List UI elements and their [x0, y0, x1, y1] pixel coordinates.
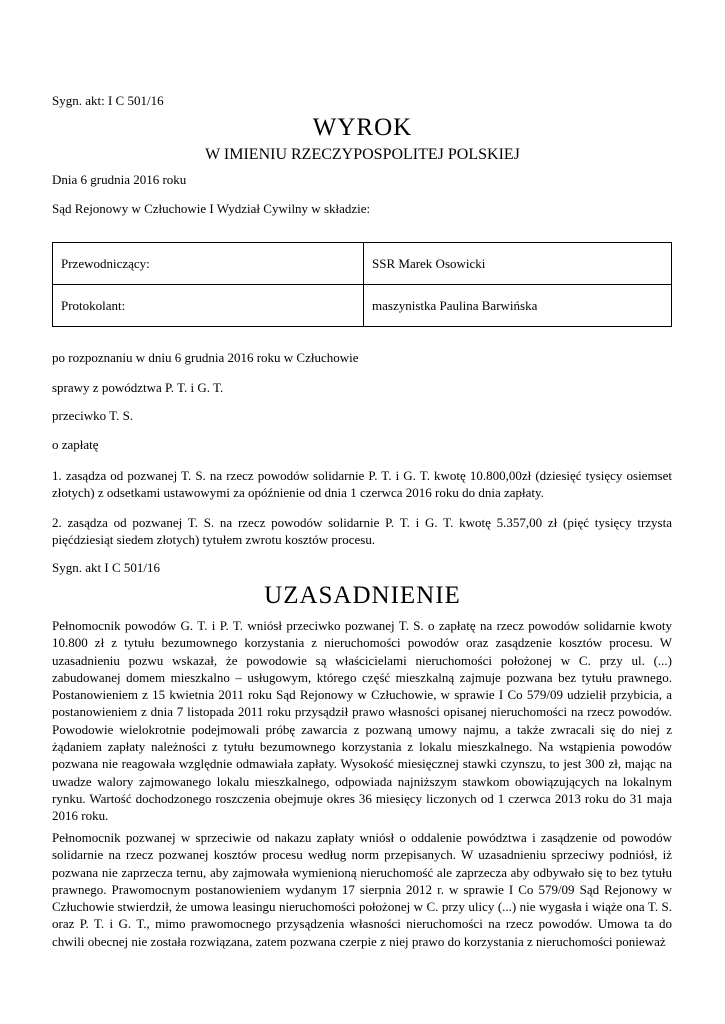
- composition-role: Przewodniczący:: [53, 243, 364, 285]
- composition-person: SSR Marek Osowicki: [364, 243, 672, 285]
- justification-title: UZASADNIENIE: [264, 582, 461, 609]
- court-composition-intro: Sąd Rejonowy w Człuchowie I Wydział Cywilny w składzie:: [52, 201, 371, 216]
- justification-paragraph-2: Pełnomocnik pozwanej w sprzeciwie od nakazu zapłaty wniósł o oddalenie powództwa i zasądzenie od powodów solidarnie na rzecz pozwanej kosztów procesu według norm przepisanych. W uzasadnieniu sprzeciwy podniósł, iż pozwana nie zaprzecza ternu, aby zajmowała wymienioną nieruchomość ale zaprzecza aby odbywało się to bez tytułu prawnego. Prawomocnym postanowieniem wydanym 17 sierpnia 2012 r. w sprawie I Co 579/09 Sąd Rejonowy w Człuchowie stwierdził, że umowa leasingu nieruchomości położonej w C. przy ulicy (...) nie wygasła i wiąże ona T. S. oraz P. T. i G. T., mimo prawomocnego przysądzenia własności nieruchomości na rzecz powodów. Umowa ta do chwili obecnej nie została rozwiązana, zatem pozwana czerpie z niej prawo do korzystania z nieruchomości ponieważ: [52, 830, 672, 949]
- case-subject-line: o zapłatę: [52, 437, 99, 452]
- table-row: [53, 243, 672, 285]
- ruling-item-1: 1. zasądza od pozwanej T. S. na rzecz powodów solidarnie P. T. i G. T. kwotę 10.800,00zł (dziesięć tysięcy osiemset złotych) z odsetkami ustawowymi za opóźnienie od dnia 1 czerwca 2016 roku do dnia zapłaty.: [52, 468, 672, 500]
- ruling-item-2: 2. zasądza od pozwanej T. S. na rzecz powodów solidarnie P. T. i G. T. kwotę 5.357,00 zł (pięć tysięcy trzysta pięćdziesiąt siedem złotych) tytułem zwrotu kosztów procesu.: [52, 515, 672, 547]
- judgment-title: WYROK: [312, 114, 413, 141]
- hearing-line: po rozpoznaniu w dniu 6 grudnia 2016 roku w Człuchowie: [52, 350, 359, 365]
- case-number-bottom: Sygn. akt I C 501/16: [52, 560, 160, 575]
- case-parties-line: sprawy z powództwa P. T. i G. T.: [52, 380, 224, 395]
- defendant-line: przeciwko T. S.: [52, 408, 134, 423]
- court-composition-table: [52, 242, 672, 327]
- justification-paragraph-1: Pełnomocnik powodów G. T. i P. T. wniósł przeciwko pozwanej T. S. o zapłatę na rzecz powodów solidarnie kwoty 10.800 zł z tytułu bezumownego korzystania z nieruchomości powodów oraz zasądzenie kosztów procesu. W uzasadnieniu pozwu wskazał, że powodowie są właścicielami nieruchomości położonej w C. przy ul. (...) zabudowanej domem mieszkalno – usługowym, którego część mieszkalną zajmuje pozwana bez tytułu prawnego. Postanowieniem z 15 kwietnia 2011 roku Sąd Rejonowy w Człuchowie, w sprawie I Co 579/09 udzielił przybicia, a postanowieniem z dnia 7 listopada 2011 roku przysądził prawo własności opisanej nieruchomości na rzecz powodów. Powodowie wielokrotnie podejmowali próbę zawarcia z pozwaną umowy najmu, a także zwracali się do niej z żądaniem zapłaty należności z tytułu bezumownego korzystania z lokalu mieszkalnego. Na wstąpienia powodów pozwana nie reagowała względnie odmawiała zapłaty. Wysokość miesięcznej stawki czynszu, to jest 300 zł, mając na uwadze walory zajmowanego lokalu mieszkalnego, odpowiada najniższym stawkom obowiązujących na lokalnym rynku. Wartość dochodzonego roszczenia obejmuje okres 36 miesięcy liczonych od 1 czerwca 2013 roku do 31 maja 2016 roku.: [52, 618, 672, 824]
- judgment-date: Dnia 6 grudnia 2016 roku: [52, 172, 187, 187]
- composition-person: maszynistka Paulina Barwińska: [364, 285, 672, 327]
- case-number-top: Sygn. akt: I C 501/16: [52, 93, 164, 108]
- composition-role: Protokolant:: [53, 285, 364, 327]
- table-row: [53, 285, 672, 327]
- judgment-subtitle: W IMIENIU RZECZYPOSPOLITEJ POLSKIEJ: [205, 146, 520, 163]
